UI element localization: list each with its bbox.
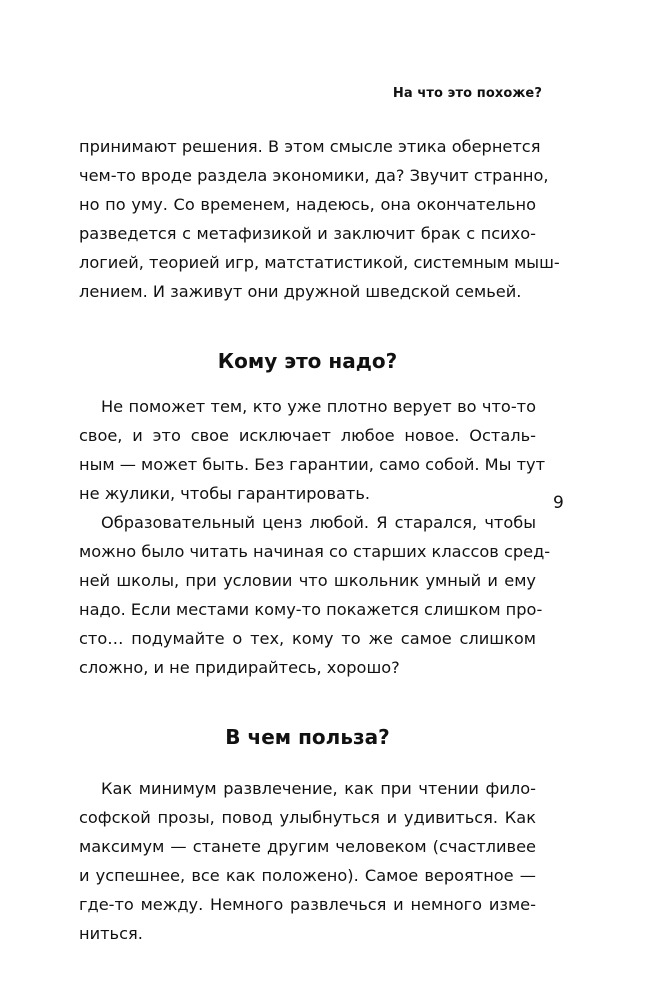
text-line: софской прозы, повод улыбнуться и удивиться. Как: [79, 808, 536, 827]
benefit-paragraph-1: [79, 774, 536, 948]
page-body: [79, 132, 560, 948]
intro-paragraph: [79, 132, 560, 306]
text-line: сто… подумайте о тех, кому то же самое слишком: [79, 629, 536, 648]
text-line: надо. Если местами кому-то покажется слишком про-: [79, 600, 543, 619]
text-line: логией, теорией игр, матстатистикой, системным мыш-: [79, 253, 560, 272]
who-paragraph-2: [79, 508, 551, 682]
text-line: ниться.: [79, 924, 143, 943]
section-heading-benefit: В чем польза?: [225, 725, 390, 749]
text-line: принимают решения. В этом смысле этика обернется: [79, 137, 541, 156]
text-line: Не поможет тем, кто уже плотно верует во что-то: [101, 397, 536, 416]
text-line: максимум — станете другим человеком (счастливее: [79, 837, 536, 856]
text-line: свое, и это свое исключает любое новое. Осталь-: [79, 426, 536, 445]
who-paragraph-1: [79, 392, 546, 508]
text-line: но по уму. Со временем, надеюсь, она окончательно: [79, 195, 536, 214]
running-header: На что это похоже?: [392, 86, 542, 101]
text-line: можно было читать начиная со старших классов сред-: [79, 542, 551, 561]
page-number: 9: [553, 493, 564, 513]
text-line: Образовательный ценз любой. Я старался, чтобы: [101, 513, 536, 532]
text-line: ней школы, при условии что школьник умный и ему: [79, 571, 536, 590]
text-line: Как минимум развлечение, как при чтении фило-: [101, 779, 536, 798]
text-line: где-то между. Немного развлечься и немного изме-: [79, 895, 536, 914]
text-line: сложно, и не придирайтесь, хорошо?: [79, 658, 400, 677]
text-line: чем-то вроде раздела экономики, да? Звучит странно,: [79, 166, 549, 185]
text-line: не жулики, чтобы гарантировать.: [79, 484, 371, 503]
text-line: и успешнее, все как положено). Самое вероятное —: [79, 866, 536, 885]
text-line: лением. И заживут они дружной шведской семьей.: [79, 282, 522, 301]
section-heading-who: Кому это надо?: [217, 349, 398, 373]
text-line: ным — может быть. Без гарантии, само собой. Мы тут: [79, 455, 546, 474]
text-line: разведется с метафизикой и заключит брак с психо-: [79, 224, 536, 243]
